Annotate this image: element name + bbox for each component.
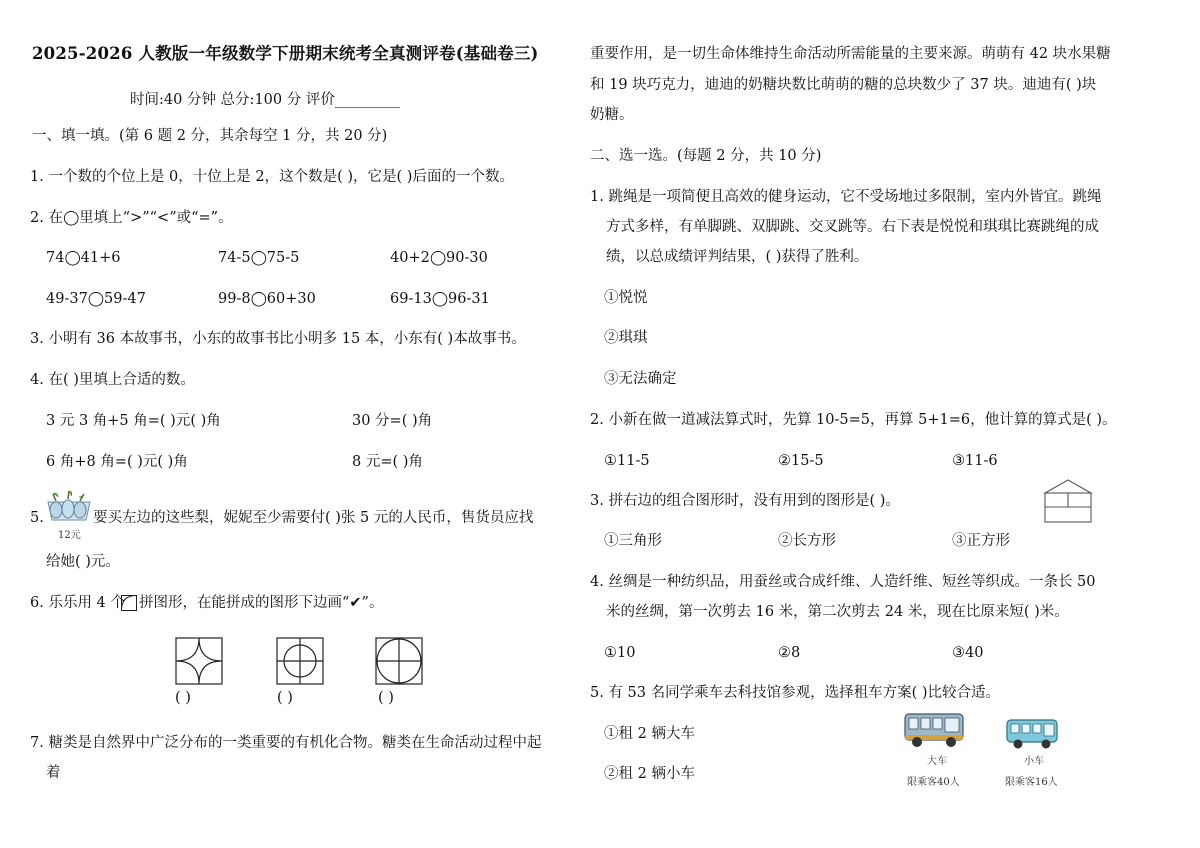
big-bus-icon xyxy=(903,711,967,749)
answer-paren: ( ) xyxy=(175,690,191,706)
option: ①租 2 辆大车 xyxy=(604,726,695,742)
circle-cross-square-figure xyxy=(276,637,324,685)
question-7-cont2: 和 19 块巧克力，迪迪的奶糖块数比萌萌的糖的总块数少了 37 块。迪迪有( )块 xyxy=(590,77,1097,93)
small-bus-icon xyxy=(1005,717,1061,751)
question-7-cont1: 重要作用，是一切生命体维持生命活动所需能量的主要来源。萌萌有 42 块水果糖 xyxy=(590,46,1111,62)
question-5-number: 5. xyxy=(30,510,44,526)
compare-item: 40+2◯90-30 xyxy=(390,250,488,266)
big-bus-label: 大车 xyxy=(927,756,947,767)
option: ②8 xyxy=(778,645,801,661)
question-3: 3. 小明有 36 本故事书，小东的故事书比小明多 15 本，小东有( )本故事书。 xyxy=(30,331,526,347)
option: ①11-5 xyxy=(604,453,650,469)
option: ②长方形 xyxy=(778,533,836,549)
compare-item: 99-8◯60+30 xyxy=(218,291,316,307)
house-shape-figure xyxy=(1043,478,1093,524)
page-title: 2025-2026 人教版一年级数学下册期末统考全真测评卷(基础卷三) xyxy=(32,44,539,63)
choice-4-line2: 米的丝绸，第一次剪去 16 米，第二次剪去 24 米，现在比原来短( )米。 xyxy=(606,604,1069,620)
section-2-heading: 二、选一选。(每题 2 分，共 10 分) xyxy=(590,148,822,164)
small-bus-capacity: 限乘客16人 xyxy=(1005,777,1058,788)
compare-item: 74-5◯75-5 xyxy=(218,250,300,266)
question-4: 4. 在( )里填上合适的数。 xyxy=(30,372,195,388)
question-6-part-a: 6. 乐乐用 4 个 xyxy=(30,595,125,611)
question-7-cont3: 奶糖。 xyxy=(590,107,634,123)
option: ③无法确定 xyxy=(604,371,677,387)
option: ②租 2 辆小车 xyxy=(604,766,695,782)
section-1-heading: 一、填一填。(第 6 题 2 分，其余每空 1 分，共 20 分) xyxy=(32,128,388,144)
money-item: 30 分=( )角 xyxy=(352,413,433,429)
option: ①悦悦 xyxy=(604,290,648,306)
question-7-line2: 着 xyxy=(46,765,61,781)
question-2: 2. 在◯里填上“>”“<”或“=”。 xyxy=(30,210,233,226)
option: ①10 xyxy=(604,645,636,661)
option: ②琪琪 xyxy=(604,330,648,346)
big-bus-capacity: 限乘客40人 xyxy=(907,777,960,788)
choice-1-line3: 绩，以总成绩评判结果，( )获得了胜利。 xyxy=(606,249,869,265)
full-circle-square-figure xyxy=(375,637,423,685)
option: ①三角形 xyxy=(604,533,662,549)
question-7-line1: 7. 糖类是自然界中广泛分布的一类重要的有机化合物。糖类在生命活动过程中起 xyxy=(30,735,542,751)
compare-item: 49-37◯59-47 xyxy=(46,291,146,307)
compare-item: 69-13◯96-31 xyxy=(390,291,490,307)
question-1: 1. 一个数的个位上是 0，十位上是 2，这个数是( )，它是( )后面的一个数。 xyxy=(30,169,514,185)
choice-2: 2. 小新在做一道减法算式时，先算 10-5=5，再算 5+1=6，他计算的算式是( )。 xyxy=(590,412,1117,428)
money-item: 6 角+8 角=( )元( )角 xyxy=(46,454,188,470)
option: ③40 xyxy=(952,645,984,661)
star-curve-square-figure xyxy=(175,637,223,685)
answer-paren: ( ) xyxy=(378,690,394,706)
choice-3: 3. 拼右边的组合图形时，没有用到的图形是( )。 xyxy=(590,493,900,509)
choice-1-line2: 方式多样，有单脚跳、双脚跳、交叉跳等。右下表是悦悦和琪琪比赛跳绳的成 xyxy=(606,219,1099,235)
compare-item: 74◯41+6 xyxy=(46,250,121,266)
option: ③正方形 xyxy=(952,533,1010,549)
choice-4-line1: 4. 丝绸是一种纺织品，用蚕丝或合成纤维、人造纤维、短丝等织成。一条长 50 xyxy=(590,574,1096,590)
option: ②15-5 xyxy=(778,453,824,469)
choice-5: 5. 有 53 名同学乘车去科技馆参观，选择租车方案( )比较合适。 xyxy=(590,685,1001,701)
question-6-part-b: 拼图形，在能拼成的图形下边画“✔”。 xyxy=(139,595,384,611)
exam-meta: 时间:40 分钟 总分:100 分 评价_________ xyxy=(130,92,401,108)
quarter-piece-icon xyxy=(121,595,137,611)
choice-1-line1: 1. 跳绳是一项简便且高效的健身运动，它不受场地过多限制，室内外皆宜。跳绳 xyxy=(590,189,1102,205)
pears-icon xyxy=(44,488,94,524)
money-item: 8 元=( )角 xyxy=(352,454,423,470)
answer-paren: ( ) xyxy=(277,690,293,706)
question-5-line2: 给她( )元。 xyxy=(46,554,120,570)
question-5-line1: 要买左边的这些梨，妮妮至少需要付( )张 5 元的人民币，售货员应找 xyxy=(93,510,534,526)
option: ③11-6 xyxy=(952,453,998,469)
small-bus-label: 小车 xyxy=(1024,756,1044,767)
money-item: 3 元 3 角+5 角=( )元( )角 xyxy=(46,413,221,429)
pear-price-label: 12元 xyxy=(58,530,81,541)
